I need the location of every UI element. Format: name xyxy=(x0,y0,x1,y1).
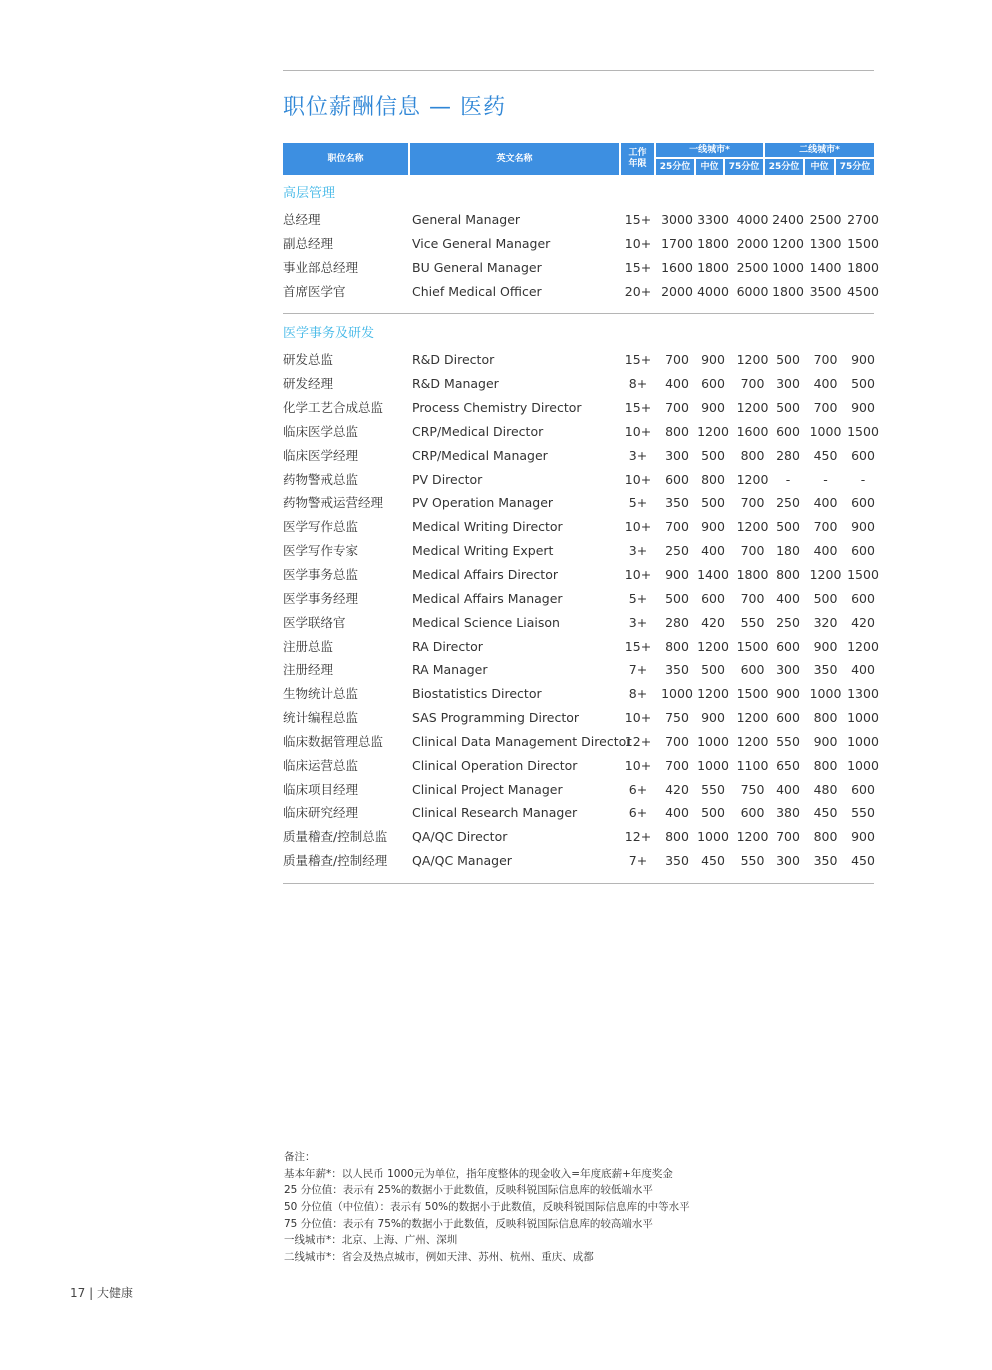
tier1-median-value: 900 xyxy=(701,519,725,535)
tier1-p25-value: 300 xyxy=(665,447,689,463)
tier1-p75-value: 1200 xyxy=(736,829,769,845)
tier1-p75-value: 700 xyxy=(740,376,765,392)
tier2-p25-value: 900 xyxy=(776,686,800,702)
tier2-p75-value: 4500 xyxy=(847,283,879,299)
tier2-p75-value: - xyxy=(860,471,866,487)
tier2-p25-value: 500 xyxy=(776,352,800,368)
job-title-en: R&D Manager xyxy=(412,376,499,392)
tier1-p25-value: 600 xyxy=(665,471,689,487)
tier1-p25-value: 800 xyxy=(665,829,689,845)
tier1-p75-value: 550 xyxy=(740,614,765,630)
tier1-p75-value: 2000 xyxy=(736,235,769,251)
tier1-median-value: 1200 xyxy=(697,638,729,654)
years-experience: 10+ xyxy=(624,423,652,439)
section-divider xyxy=(283,313,874,314)
job-title-en: Medical Affairs Director xyxy=(412,566,558,582)
tier2-p75-value: 500 xyxy=(851,376,875,392)
tier2-p25-value: 650 xyxy=(776,757,800,773)
tier1-p75-value: 700 xyxy=(740,590,765,606)
tier2-p75-value: 2700 xyxy=(847,212,879,227)
tier1-median-value: 4000 xyxy=(697,283,729,299)
job-title-cn: 总经理 xyxy=(283,212,321,227)
table-row xyxy=(283,468,883,492)
tier2-p75-value: 900 xyxy=(851,519,875,535)
tier1-p25-value: 250 xyxy=(665,543,689,559)
header-tier1-p75: 75分位 xyxy=(725,159,763,175)
tier2-median-value: 800 xyxy=(813,829,838,845)
table-row xyxy=(283,372,883,396)
tier2-median-value: 400 xyxy=(813,495,838,511)
table-row xyxy=(283,849,883,873)
years-experience: 10+ xyxy=(624,471,652,487)
tier1-p75-value: 550 xyxy=(740,853,765,869)
years-experience: 15+ xyxy=(624,638,652,654)
tier1-median-value: 550 xyxy=(701,781,725,797)
tier1-median-value: 500 xyxy=(701,447,725,463)
tier1-p75-value: 1200 xyxy=(736,400,769,416)
salary-table-body xyxy=(283,182,883,892)
table-row xyxy=(283,444,883,468)
job-title-cn: 首席医学官 xyxy=(283,283,346,299)
tier2-median-value: 800 xyxy=(813,710,838,726)
tier2-p25-value: 550 xyxy=(776,733,800,749)
job-title-en: Medical Writing Director xyxy=(412,519,563,535)
tier2-p25-value: 1000 xyxy=(772,259,804,275)
note-line: 25 分位值：表示有 25%的数据小于此数值，反映科锐国际信息库的较低端水平 xyxy=(284,1184,653,1197)
tier2-median-value: 1300 xyxy=(809,235,842,251)
job-title-en: BU General Manager xyxy=(412,259,542,275)
years-experience: 8+ xyxy=(628,686,648,702)
tier2-p75-value: 1500 xyxy=(847,423,879,439)
tier2-median-value: 450 xyxy=(813,447,838,463)
note-line: 50 分位值（中位值）：表示有 50%的数据小于此数值，反映科锐国际信息库的中等水平 xyxy=(284,1201,690,1214)
tier1-p75-value: 6000 xyxy=(736,283,769,299)
tier2-p25-value: 500 xyxy=(776,519,800,535)
tier2-p75-value: 600 xyxy=(851,590,875,606)
job-title-en: Clinical Research Manager xyxy=(412,805,578,821)
tier2-p25-value: 180 xyxy=(776,543,800,559)
tier1-p75-value: 1200 xyxy=(736,519,769,535)
years-experience: 15+ xyxy=(624,212,652,227)
note-line: 二线城市*：省会及热点城市，例如天津、苏州、杭州、重庆、成都 xyxy=(284,1251,594,1264)
tier1-p25-value: 2000 xyxy=(661,283,693,299)
table-row xyxy=(283,396,883,420)
table-row xyxy=(283,730,883,754)
tier2-median-value: 450 xyxy=(813,805,838,821)
tier1-median-value: 1200 xyxy=(697,423,729,439)
tier1-p25-value: 400 xyxy=(665,376,689,392)
job-title-cn: 医学事务经理 xyxy=(283,590,359,606)
tier2-median-value: 800 xyxy=(813,757,838,773)
tier2-median-value: 1000 xyxy=(809,423,842,439)
job-title-en: PV Operation Manager xyxy=(412,495,554,511)
years-experience: 3+ xyxy=(628,614,648,630)
section-title: 高层管理 xyxy=(283,186,336,201)
tier1-median-value: 1000 xyxy=(697,733,729,749)
job-title-cn: 医学事务总监 xyxy=(283,566,359,582)
job-title-cn: 药物警戒总监 xyxy=(283,471,359,487)
tier2-p25-value: 800 xyxy=(776,566,800,582)
table-row xyxy=(283,515,883,539)
header-years: 工作 年限 xyxy=(621,143,654,175)
table-row xyxy=(283,256,883,280)
page-footer: 17 | 大健康 xyxy=(70,1286,133,1300)
job-title-en: QA/QC Director xyxy=(412,829,508,845)
job-title-cn: 事业部总经理 xyxy=(283,259,359,275)
table-row xyxy=(283,563,883,587)
tier1-p75-value: 1200 xyxy=(736,710,769,726)
job-title-en: Medical Affairs Manager xyxy=(412,590,563,606)
table-row xyxy=(283,801,883,825)
header-job-title-cn: 职位名称 xyxy=(283,143,408,175)
tier2-p75-value: 1000 xyxy=(847,733,879,749)
job-title-en: Clinical Data Management Director xyxy=(412,733,632,749)
job-title-en: General Manager xyxy=(412,212,521,227)
tier1-median-value: 900 xyxy=(701,710,725,726)
tier2-p75-value: 900 xyxy=(851,352,875,368)
job-title-cn: 研发总监 xyxy=(283,352,334,368)
job-title-cn: 化学工艺合成总监 xyxy=(283,400,384,416)
tier1-p75-value: 1800 xyxy=(736,566,769,582)
tier1-p75-value: 1100 xyxy=(736,757,769,773)
tier2-median-value: 700 xyxy=(813,352,838,368)
job-title-cn: 生物统计总监 xyxy=(283,686,359,702)
tier1-p75-value: 1200 xyxy=(736,471,769,487)
years-experience: 10+ xyxy=(624,519,652,535)
tier1-p75-value: 600 xyxy=(740,662,765,678)
tier1-p75-value: 1200 xyxy=(736,733,769,749)
tier1-p25-value: 500 xyxy=(665,590,689,606)
tier2-p25-value: 600 xyxy=(776,638,800,654)
years-experience: 15+ xyxy=(624,352,652,368)
years-experience: 12+ xyxy=(624,829,652,845)
tier2-median-value: 1000 xyxy=(809,686,842,702)
tier2-p25-value: 300 xyxy=(776,376,800,392)
tier1-p75-value: 4000 xyxy=(736,212,769,227)
job-title-cn: 副总经理 xyxy=(283,235,334,251)
job-title-en: Medical Science Liaison xyxy=(412,614,560,630)
tier1-p25-value: 350 xyxy=(665,495,689,511)
tier1-median-value: 600 xyxy=(701,590,725,606)
tier1-p25-value: 420 xyxy=(665,781,689,797)
table-row xyxy=(283,825,883,849)
table-row xyxy=(283,491,883,515)
job-title-en: CRP/Medical Director xyxy=(412,423,544,439)
tier1-p25-value: 800 xyxy=(665,638,689,654)
tier2-p75-value: 1800 xyxy=(847,259,879,275)
job-title-cn: 临床医学总监 xyxy=(283,423,359,439)
tier2-p25-value: 600 xyxy=(776,710,800,726)
tier2-p75-value: 900 xyxy=(851,829,875,845)
tier2-median-value: 320 xyxy=(813,614,838,630)
tier2-p25-value: 250 xyxy=(776,614,800,630)
job-title-cn: 药物警戒运营经理 xyxy=(283,495,384,511)
tier2-median-value: 1200 xyxy=(809,566,842,582)
tier2-p75-value: 450 xyxy=(851,853,875,869)
tier1-p25-value: 350 xyxy=(665,662,689,678)
tier2-median-value: 700 xyxy=(813,519,838,535)
table-row xyxy=(283,280,883,304)
tier1-p25-value: 1000 xyxy=(661,686,693,702)
tier2-median-value: 1400 xyxy=(809,259,842,275)
job-title-cn: 临床医学经理 xyxy=(283,447,359,463)
tier1-p25-value: 3000 xyxy=(661,212,693,227)
tier1-median-value: 1000 xyxy=(697,829,729,845)
tier1-p75-value: 1600 xyxy=(736,423,769,439)
tier1-p75-value: 700 xyxy=(740,495,765,511)
table-row xyxy=(283,658,883,682)
tier2-p75-value: 1200 xyxy=(847,638,879,654)
tier2-p75-value: 550 xyxy=(851,805,875,821)
tier1-p25-value: 700 xyxy=(665,757,689,773)
job-title-en: Medical Writing Expert xyxy=(412,543,554,559)
years-experience: 15+ xyxy=(624,400,652,416)
years-experience: 6+ xyxy=(628,781,648,797)
tier1-p75-value: 2500 xyxy=(736,259,769,275)
tier1-p75-value: 800 xyxy=(740,447,765,463)
tier1-median-value: 450 xyxy=(701,853,725,869)
tier1-p75-value: 1200 xyxy=(736,352,769,368)
tier2-p75-value: 600 xyxy=(851,543,875,559)
tier1-median-value: 3300 xyxy=(697,212,729,227)
job-title-en: Biostatistics Director xyxy=(412,686,542,702)
tier2-median-value: - xyxy=(823,471,828,487)
tier2-median-value: 350 xyxy=(813,853,838,869)
table-row xyxy=(283,348,883,372)
header-tier1: 一线城市* xyxy=(656,143,763,157)
tier2-p25-value: 500 xyxy=(776,400,800,416)
job-title-en: CRP/Medical Manager xyxy=(412,447,548,463)
job-title-cn: 医学写作专家 xyxy=(283,543,359,559)
tier1-p25-value: 350 xyxy=(665,853,689,869)
table-row xyxy=(283,754,883,778)
tier2-median-value: 700 xyxy=(813,400,838,416)
tier1-p75-value: 1500 xyxy=(736,686,769,702)
years-experience: 5+ xyxy=(628,495,648,511)
tier2-p25-value: 280 xyxy=(776,447,800,463)
header-tier2-mid: 中位 xyxy=(805,159,834,175)
tier1-p25-value: 750 xyxy=(665,710,689,726)
tier2-median-value: 480 xyxy=(813,781,838,797)
job-title-cn: 研发经理 xyxy=(283,376,334,392)
job-title-en: PV Director xyxy=(412,471,483,487)
tier2-p75-value: 1000 xyxy=(847,710,879,726)
job-title-cn: 质量稽查/控制总监 xyxy=(283,829,388,845)
header-tier2-p75: 75分位 xyxy=(836,159,874,175)
tier2-p75-value: 1000 xyxy=(847,757,879,773)
job-title-en: Clinical Operation Director xyxy=(412,757,578,773)
table-row xyxy=(283,539,883,563)
tier2-p25-value: - xyxy=(785,471,791,487)
job-title-cn: 临床项目经理 xyxy=(283,781,359,797)
years-experience: 3+ xyxy=(628,447,648,463)
job-title-en: Vice General Manager xyxy=(412,235,551,251)
years-experience: 5+ xyxy=(628,590,648,606)
job-title-en: RA Director xyxy=(412,638,483,654)
tier1-p75-value: 600 xyxy=(740,805,765,821)
job-title-en: Clinical Project Manager xyxy=(412,781,563,797)
years-experience: 7+ xyxy=(628,853,648,869)
tier2-median-value: 350 xyxy=(813,662,838,678)
tier2-p25-value: 1200 xyxy=(772,235,804,251)
tier1-p25-value: 800 xyxy=(665,423,689,439)
years-experience: 8+ xyxy=(628,376,648,392)
years-experience: 10+ xyxy=(624,566,652,582)
tier2-p25-value: 600 xyxy=(776,423,800,439)
tier1-median-value: 600 xyxy=(701,376,725,392)
table-row xyxy=(283,706,883,730)
tier2-p25-value: 400 xyxy=(776,590,800,606)
tier1-median-value: 1800 xyxy=(697,259,729,275)
tier1-median-value: 1800 xyxy=(697,235,729,251)
tier1-median-value: 1200 xyxy=(697,686,729,702)
tier1-p25-value: 280 xyxy=(665,614,689,630)
page-title: 职位薪酬信息 — 医药 xyxy=(283,95,506,120)
job-title-cn: 质量稽查/控制经理 xyxy=(283,853,388,869)
job-title-cn: 医学联络官 xyxy=(283,614,346,630)
job-title-cn: 注册经理 xyxy=(283,662,334,678)
tier1-median-value: 500 xyxy=(701,662,725,678)
job-title-cn: 临床数据管理总监 xyxy=(283,733,384,749)
tier2-p75-value: 600 xyxy=(851,781,875,797)
section-divider xyxy=(283,883,874,884)
job-title-en: SAS Programming Director xyxy=(412,710,580,726)
tier1-p75-value: 750 xyxy=(740,781,765,797)
table-row xyxy=(283,420,883,444)
job-title-cn: 统计编程总监 xyxy=(283,710,359,726)
years-experience: 3+ xyxy=(628,543,648,559)
job-title-en: Process Chemistry Director xyxy=(412,400,582,416)
tier2-p25-value: 400 xyxy=(776,781,800,797)
tier2-p25-value: 300 xyxy=(776,662,800,678)
job-title-en: Chief Medical Officer xyxy=(412,283,542,299)
tier2-p75-value: 900 xyxy=(851,400,875,416)
header-tier1-p25: 25分位 xyxy=(656,159,694,175)
tier2-p25-value: 300 xyxy=(776,853,800,869)
job-title-en: R&D Director xyxy=(412,352,495,368)
job-title-en: RA Manager xyxy=(412,662,488,678)
table-row xyxy=(283,208,883,232)
tier1-median-value: 1000 xyxy=(697,757,729,773)
tier2-p25-value: 1800 xyxy=(772,283,804,299)
tier1-p75-value: 700 xyxy=(740,543,765,559)
years-experience: 10+ xyxy=(624,235,652,251)
header-tier2: 二线城市* xyxy=(765,143,874,157)
table-row xyxy=(283,611,883,635)
job-title-cn: 注册总监 xyxy=(283,638,334,654)
notes-heading: 备注： xyxy=(284,1151,316,1163)
header-tier2-p25: 25分位 xyxy=(765,159,803,175)
tier2-p25-value: 700 xyxy=(776,829,800,845)
years-experience: 15+ xyxy=(624,259,652,275)
tier1-median-value: 420 xyxy=(701,614,725,630)
table-row xyxy=(283,635,883,659)
tier1-median-value: 800 xyxy=(701,471,725,487)
tier2-p25-value: 380 xyxy=(776,805,800,821)
years-experience: 10+ xyxy=(624,757,652,773)
years-experience: 20+ xyxy=(624,283,652,299)
tier1-p25-value: 700 xyxy=(665,352,689,368)
header-job-title-en: 英文名称 xyxy=(410,143,619,175)
tier1-p25-value: 700 xyxy=(665,733,689,749)
tier2-p75-value: 420 xyxy=(851,614,875,630)
table-header xyxy=(283,143,874,175)
job-title-cn: 临床运营总监 xyxy=(283,757,359,773)
notes xyxy=(284,1149,690,1266)
tier1-median-value: 400 xyxy=(701,543,725,559)
tier2-median-value: 400 xyxy=(813,376,838,392)
tier2-p75-value: 400 xyxy=(851,662,875,678)
years-experience: 10+ xyxy=(624,710,652,726)
tier1-p25-value: 400 xyxy=(665,805,689,821)
tier1-p25-value: 1600 xyxy=(661,259,693,275)
top-divider xyxy=(283,70,874,71)
tier2-p75-value: 1300 xyxy=(847,686,879,702)
header-tier1-mid: 中位 xyxy=(696,159,723,175)
tier2-p25-value: 2400 xyxy=(772,212,804,227)
tier2-median-value: 2500 xyxy=(809,212,842,227)
tier1-median-value: 900 xyxy=(701,352,725,368)
tier2-median-value: 900 xyxy=(813,638,838,654)
years-experience: 6+ xyxy=(628,805,648,821)
tier2-p75-value: 1500 xyxy=(847,235,879,251)
tier2-median-value: 400 xyxy=(813,543,838,559)
tier1-median-value: 1400 xyxy=(697,566,729,582)
note-line: 基本年薪*：以人民币 1000元为单位，指年度整体的现金收入=年度底薪+年度奖金 xyxy=(284,1167,673,1180)
tier1-p25-value: 900 xyxy=(665,566,689,582)
table-row xyxy=(283,587,883,611)
tier1-p75-value: 1500 xyxy=(736,638,769,654)
job-title-en: QA/QC Manager xyxy=(412,853,512,869)
tier1-median-value: 900 xyxy=(701,400,725,416)
tier1-median-value: 500 xyxy=(701,805,725,821)
tier1-p25-value: 1700 xyxy=(661,235,693,251)
table-row xyxy=(283,232,883,256)
table-row xyxy=(283,778,883,802)
section-title: 医学事务及研发 xyxy=(283,326,375,342)
years-experience: 12+ xyxy=(624,733,652,749)
tier1-p25-value: 700 xyxy=(665,400,689,416)
job-title-cn: 临床研究经理 xyxy=(283,805,359,821)
tier2-median-value: 500 xyxy=(813,590,838,606)
job-title-cn: 医学写作总监 xyxy=(283,519,359,535)
note-line: 75 分位值：表示有 75%的数据小于此数值，反映科锐国际信息库的较高端水平 xyxy=(284,1217,653,1230)
tier1-median-value: 500 xyxy=(701,495,725,511)
tier2-p75-value: 600 xyxy=(851,495,875,511)
tier2-median-value: 3500 xyxy=(809,283,842,299)
note-line: 一线城市*：北京、上海、广州、深圳 xyxy=(284,1234,458,1247)
tier2-median-value: 900 xyxy=(813,733,838,749)
table-row xyxy=(283,682,883,706)
tier2-p25-value: 250 xyxy=(776,495,800,511)
tier2-p75-value: 1500 xyxy=(847,566,879,582)
years-experience: 7+ xyxy=(628,662,648,678)
tier1-p25-value: 700 xyxy=(665,519,689,535)
tier2-p75-value: 600 xyxy=(851,447,875,463)
